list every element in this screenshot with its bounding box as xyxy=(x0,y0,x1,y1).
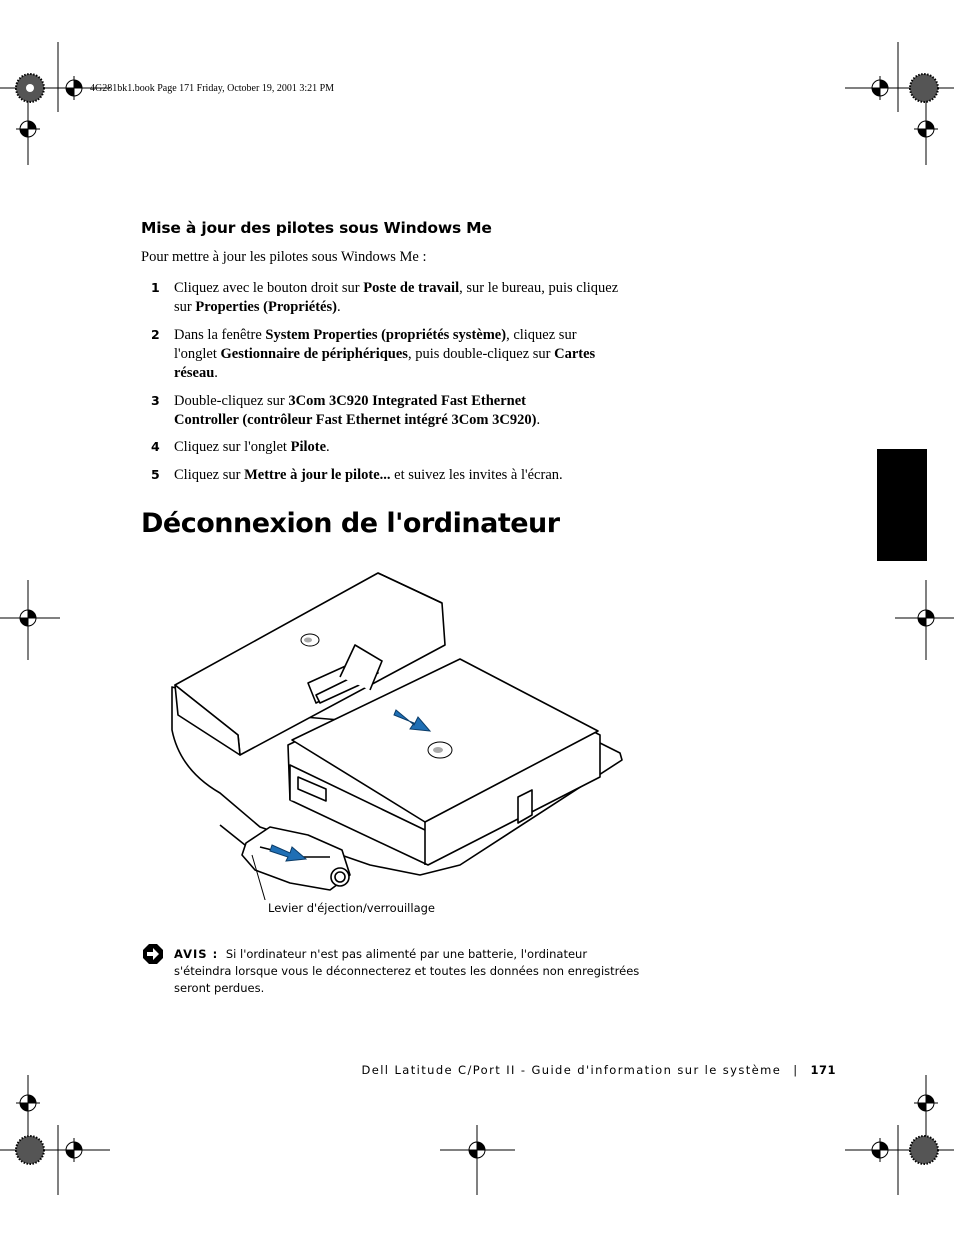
step-text: Cliquez avec le bouton droit sur Poste de travail, sur le bureau, puis cliquez sur Properties (Propriétés). xyxy=(174,280,619,315)
step-number: 3 xyxy=(151,393,160,408)
page-number: 171 xyxy=(810,1063,836,1077)
main-heading: Déconnexion de l'ordinateur xyxy=(141,508,560,539)
thumb-tab xyxy=(877,449,927,561)
step-number: 2 xyxy=(151,327,160,342)
step-number: 1 xyxy=(151,280,160,295)
slug-line: 4G281bk1.book Page 171 Friday, October 19, 2001 3:21 PM xyxy=(90,83,335,94)
notice-text: AVIS : Si l'ordinateur n'est pas alimenté par une batterie, l'ordinateur s'éteindra lorsque vous le déconnecterez et toutes les données non enregistrées seront perdues. xyxy=(174,947,640,995)
footer-separator: | xyxy=(793,1063,799,1077)
docking-station-illustration xyxy=(160,565,630,900)
notice-label: AVIS : xyxy=(174,947,219,961)
step-text: Cliquez sur l'onglet Pilote. xyxy=(174,439,330,455)
page-footer xyxy=(361,1063,836,1077)
figure-caption: Levier d'éjection/verrouillage xyxy=(268,901,435,915)
step-number: 5 xyxy=(151,467,160,482)
step-number: 4 xyxy=(151,439,160,454)
notice-icon xyxy=(142,943,164,965)
step-text: Dans la fenêtre System Properties (propriétés système), cliquez sur l'onglet Gestionnaire de périphériques, puis double-cliquez sur Cartes réseau. xyxy=(174,327,596,381)
footer-title: Dell Latitude C/Port II - Guide d'information sur le système xyxy=(361,1063,782,1077)
step-text: Cliquez sur Mettre à jour le pilote... et suivez les invites à l'écran. xyxy=(174,467,563,483)
intro-text: Pour mettre à jour les pilotes sous Windows Me : xyxy=(141,249,427,265)
step-text: Double-cliquez sur 3Com 3C920 Integrated Fast Ethernet Controller (contrôleur Fast Ethernet intégré 3Com 3C920). xyxy=(174,393,541,428)
section-heading: Mise à jour des pilotes sous Windows Me xyxy=(141,219,492,237)
